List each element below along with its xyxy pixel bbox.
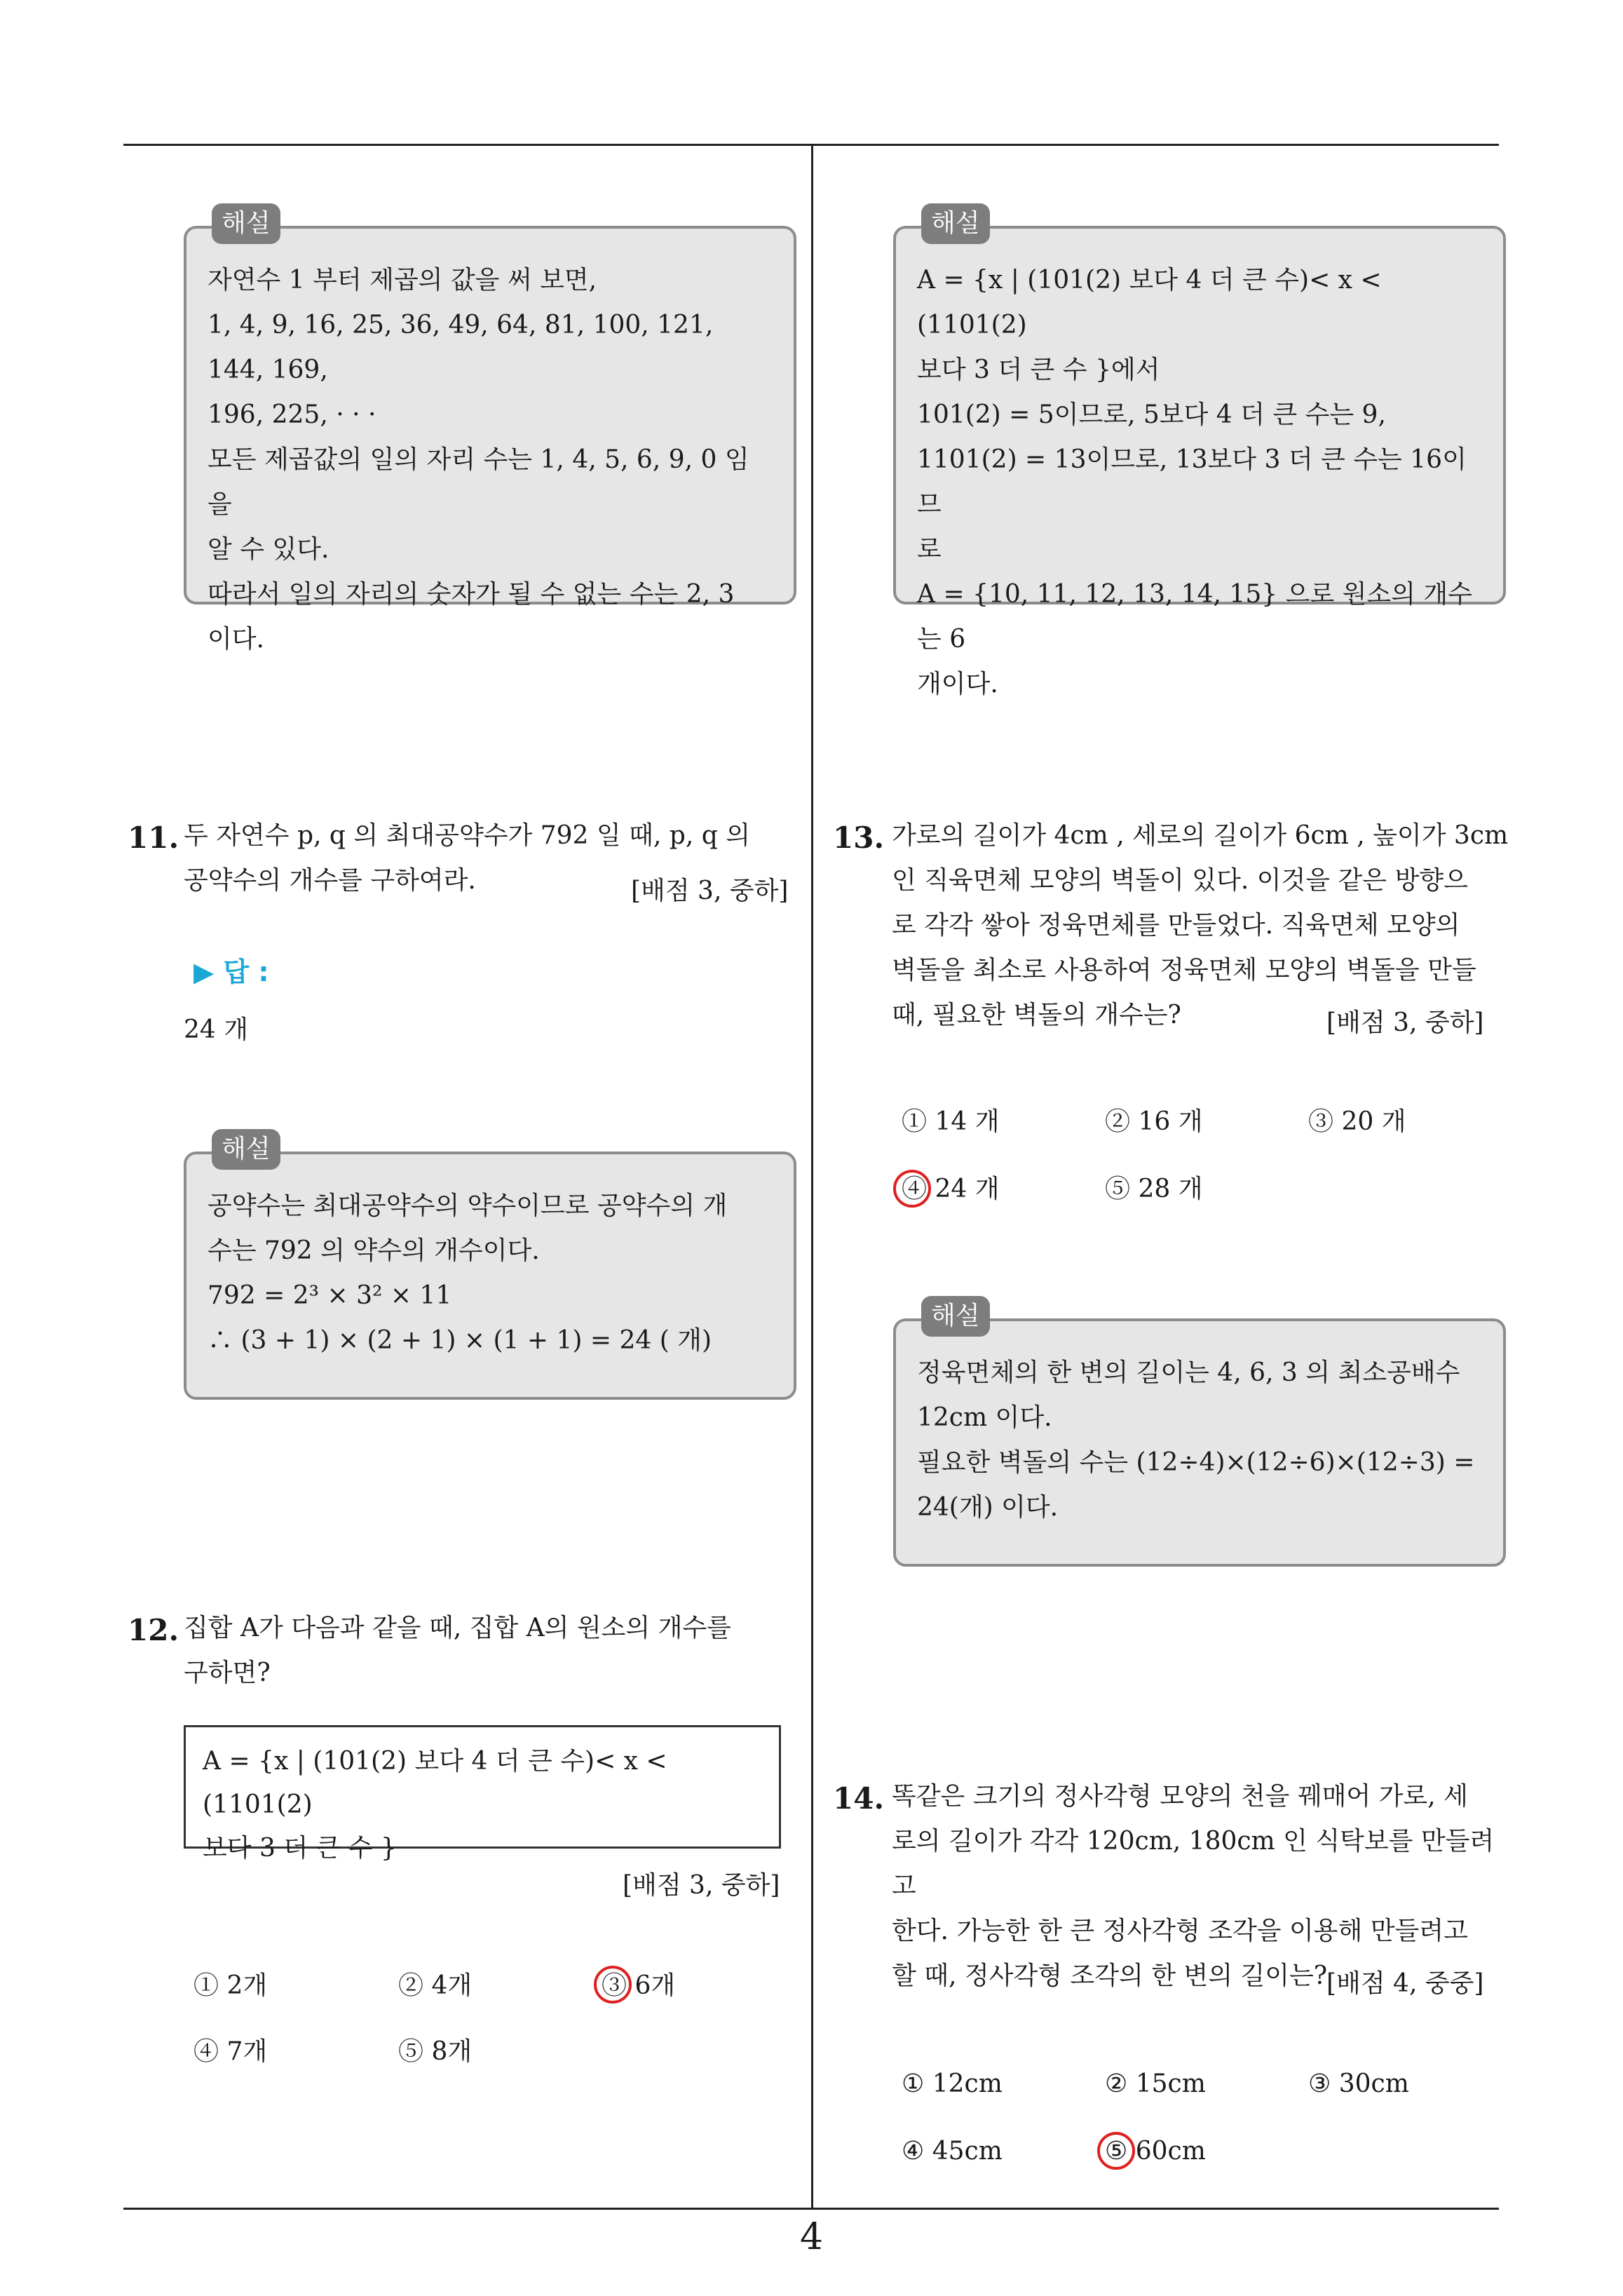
explain-tag: 해설 [212,1129,280,1170]
page-number: 4 [799,2216,824,2258]
q13-explain-box [893,1318,1506,1567]
q11-score: [배점 3, 중하] [631,877,789,905]
q11-answer: 24 개 [184,1015,249,1044]
q13-text-line: 로 각각 쌓아 정육면체를 만들었다. 직육면체 모양의 [892,911,1460,940]
explain-line: 자연수 1 부터 제곱의 값을 써 보면, [208,266,597,295]
explain-line: 이다. [208,625,264,654]
choice-3[interactable]: ③ 6개 [602,1971,676,2000]
explain-tag: 해설 [921,203,990,244]
q13-text-line: 인 직육면체 모양의 벽돌이 있다. 이것을 같은 방향으 [892,866,1468,895]
explain-line: A = {x | (101(2) 보다 4 더 큰 수)< x < (1101(2) [917,266,1382,339]
choice-1[interactable]: ① 14 개 [902,1107,1000,1136]
q11-text-line: 공약수의 개수를 구하여라. [184,866,476,895]
choice-2[interactable]: ② 16 개 [1105,1107,1203,1136]
q12-explain-box [893,226,1506,698]
q12-text [184,1606,801,1696]
q14-text-line: 한다. 가능한 한 큰 정사각형 조각을 이용해 만들려고 [892,1917,1468,1945]
explain-line: 필요한 벽돌의 수는 (12÷4)×(12÷6)×(12÷3) = [917,1448,1475,1477]
explain-line: 보다 3 더 큰 수 }에서 [917,356,1160,384]
choice-2[interactable]: ② 15cm [1105,2069,1206,2098]
bottom-rule [123,2208,1499,2210]
choice-3[interactable]: ③ 30cm [1308,2069,1409,2098]
explain-line: 알 수 있다. [208,535,330,564]
q11-text-line: 두 자연수 p, q 의 최대공약수가 792 일 때, p, q 의 [184,821,750,850]
explain-tag: 해설 [212,203,280,244]
explain-line: 수는 792 의 약수의 개수이다. [208,1236,540,1265]
explain-line: 개이다. [917,670,998,698]
q13-text-line: 때, 필요한 벽돌의 개수는? [892,1001,1181,1029]
q12-number: 12. [128,1613,179,1647]
answer-mark-circle [1097,2132,1135,2170]
set-line: 보다 3 더 큰 수 } [203,1834,397,1863]
choice-5[interactable]: ⑤ 60cm [1105,2137,1206,2166]
q13-score: [배점 3, 중하] [1326,1008,1484,1037]
choice-5[interactable]: ⑤ 28 개 [1105,1175,1203,1203]
column-divider [811,144,813,2209]
explain-line: ∴ (3 + 1) × (2 + 1) × (1 + 1) = 24 ( 개) [208,1326,712,1355]
explain-line: A = {10, 11, 12, 13, 14, 15} 으로 원소의 개수는 6 [917,580,1472,654]
explain-line: 792 = 2³ × 3² × 11 [208,1281,452,1310]
explain-line: 101(2) = 5이므로, 5보다 4 더 큰 수는 9, [917,400,1386,429]
explain-line: 12cm 이다. [917,1403,1052,1432]
choice-4[interactable]: ④ 7개 [193,2037,268,2066]
choice-4[interactable]: ④ 24 개 [902,1175,1000,1203]
q14-text-line: 할 때, 정사각형 조각의 한 변의 길이는? [892,1961,1328,1990]
q12-text-line: 구하면? [184,1659,271,1687]
explain-line: 정육면체의 한 변의 길이는 4, 6, 3 의 최소공배수 [917,1358,1460,1387]
set-line: A = {x | (101(2) 보다 4 더 큰 수)< x < (1101(2) [203,1747,667,1819]
q12-set-box [184,1725,781,1863]
q12-score: [배점 3, 중하] [623,1871,780,1900]
explain-line: 모든 제곱값의 일의 자리 수는 1, 4, 5, 6, 9, 0 임을 [208,445,749,519]
choice-2[interactable]: ② 4개 [398,1971,473,2000]
q12-text-line: 집합 A가 다음과 같을 때, 집합 A의 원소의 개수를 [184,1614,731,1642]
answer-mark-circle [594,1966,632,2004]
choice-1[interactable]: ① 2개 [193,1971,268,2000]
answer-mark-circle [893,1170,931,1208]
explain-line: 공약수는 최대공약수의 약수이므로 공약수의 개 [208,1191,728,1220]
explain-line: 24(개) 이다. [917,1493,1059,1522]
q11-explain-box [184,1152,796,1400]
explain-line: 로 [917,535,942,564]
answer-label: ▶ 답 : [193,957,269,987]
q13-text-line: 가로의 길이가 4cm , 세로의 길이가 6cm , 높이가 3cm [892,821,1509,850]
q14-text-line: 로의 길이가 각각 120cm, 180cm 인 식탁보를 만들려고 [892,1827,1495,1900]
choice-1[interactable]: ① 12cm [902,2069,1003,2098]
explain-tag: 해설 [921,1296,990,1337]
q13-text-line: 벽돌을 최소로 사용하여 정육면체 모양의 벽돌을 만들 [892,956,1476,985]
choice-3[interactable]: ③ 20 개 [1308,1107,1406,1136]
explain-line: 1101(2) = 13이므로, 13보다 3 더 큰 수는 16이므 [917,445,1467,519]
explain-line: 1, 4, 9, 16, 25, 36, 49, 64, 81, 100, 121, 144, 169, [208,311,714,384]
q14-text-line: 똑같은 크기의 정사각형 모양의 천을 꿰매어 가로, 세 [892,1782,1468,1811]
q10-explain-box [184,226,796,654]
explain-line: 따라서 일의 자리의 숫자가 될 수 없는 수는 2, 3 [208,580,735,609]
q11-number: 11. [128,821,179,855]
q14-number: 14. [833,1781,885,1816]
q13-number: 13. [833,821,885,855]
choice-5[interactable]: ⑤ 8개 [398,2037,473,2066]
choice-4[interactable]: ④ 45cm [902,2137,1003,2166]
explain-line: 196, 225, · · · [208,400,376,429]
q14-score: [배점 4, 중중] [1326,1969,1484,1998]
